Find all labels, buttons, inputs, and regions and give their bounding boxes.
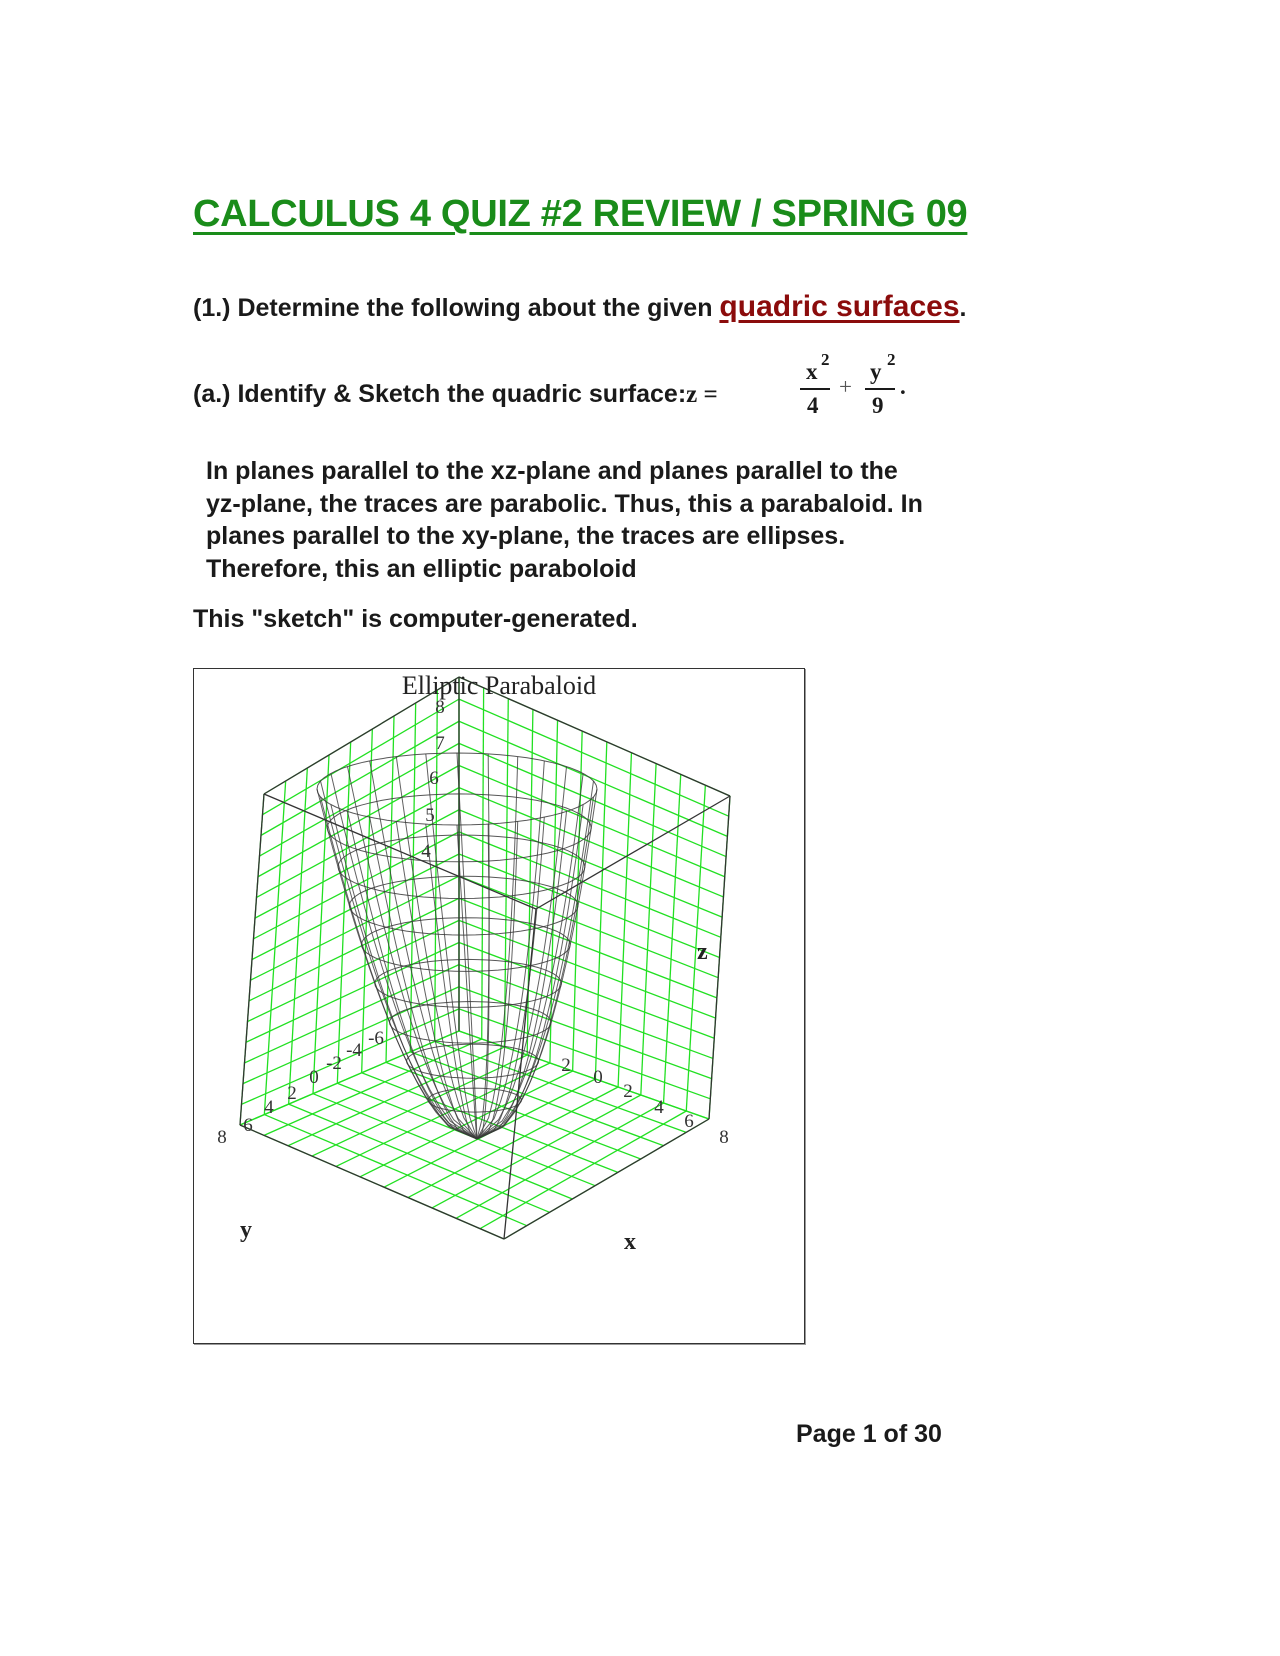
z-tick-label: 5 [425, 805, 435, 826]
y-tick-label: -4 [346, 1040, 362, 1061]
grid-line [248, 920, 460, 1021]
term1-exponent: 2 [821, 350, 830, 369]
box-edge [240, 1125, 504, 1239]
grid-line [459, 920, 716, 1018]
z-tick-label: 6 [429, 768, 439, 789]
grid-line [459, 987, 712, 1079]
paraboloid-figure [193, 668, 805, 1344]
y-tick-label: 2 [287, 1083, 297, 1104]
question-1-prefix: (1.) Determine the following about the given [193, 294, 720, 322]
term2-numerator: y [870, 359, 882, 384]
sketch-note: This "sketch" is computer-generated. [193, 605, 638, 633]
z-axis-label: z [697, 939, 708, 965]
grid-line [459, 854, 720, 958]
grid-line [459, 898, 717, 998]
y-tick-label: 6 [243, 1115, 253, 1136]
x-tick-label: 0 [593, 1067, 603, 1088]
term1-fraction-bar [800, 388, 830, 390]
page-number: Page 1 of 30 [796, 1420, 942, 1448]
y-tick-label: -6 [368, 1028, 384, 1049]
y-axis-label: y [240, 1217, 252, 1243]
answer-line: planes parallel to the xy-plane, the traces are ellipses. [206, 522, 846, 550]
x-tick-label: 2 [561, 1055, 571, 1076]
term2-exponent: 2 [887, 350, 896, 369]
grid-line [260, 743, 460, 856]
answer-line: yz-plane, the traces are parabolic. Thus, this a parabaloid. In [206, 489, 923, 518]
equation-period: . [900, 374, 906, 399]
grid-line [459, 832, 721, 937]
grid-line [252, 854, 459, 960]
x-tick-label: 6 [684, 1111, 694, 1132]
quadric-surfaces-link[interactable]: quadric surfaces [719, 290, 960, 323]
y-tick-label: 4 [264, 1097, 274, 1118]
x-axis-label: x [624, 1229, 636, 1255]
box-edge [709, 796, 730, 1119]
part-a-text: (a.) Identify & Sketch the quadric surface: [193, 380, 687, 408]
paraboloid-plot [194, 669, 804, 1343]
y-tick-label: -2 [326, 1053, 342, 1074]
grid-line [459, 721, 727, 836]
y-tick-label: 8 [217, 1127, 227, 1148]
grid-line [313, 1094, 572, 1199]
plus-sign: + [839, 374, 852, 399]
term2-fraction-bar [865, 388, 895, 390]
grid-line [459, 788, 723, 897]
grid-line [459, 699, 729, 816]
z-tick-label: 7 [435, 733, 445, 754]
question-1-suffix: . [959, 294, 967, 322]
surface-trace-parabola [457, 753, 477, 1139]
grid-back-walls [240, 677, 730, 1239]
answer-paragraph [206, 455, 1086, 585]
z-tick-label: 8 [435, 697, 445, 718]
grid-line [459, 943, 714, 1039]
x-tick-label: 8 [719, 1127, 729, 1148]
grid-line [360, 1071, 573, 1177]
grid-line [263, 699, 460, 815]
box-edge [504, 1119, 709, 1239]
grid-line [289, 1104, 550, 1212]
grid-line [459, 876, 718, 978]
grid-right-wall [459, 677, 730, 1119]
question-1 [193, 290, 966, 324]
answer-line: Therefore, this an elliptic paraboloid [206, 554, 637, 583]
surface-trace-parabola [331, 773, 477, 1139]
term1-numerator: x [806, 359, 818, 384]
grid-line [459, 743, 726, 856]
z-tick-label: 4 [421, 841, 431, 862]
surface-trace-parabola [477, 773, 583, 1139]
equation-fractions [790, 345, 930, 425]
answer-line: In planes parallel to the xz-plane and planes parallel to the [206, 457, 898, 485]
term2-denominator: 9 [872, 393, 884, 418]
term1-denominator: 4 [807, 393, 819, 418]
y-tick-label: 0 [309, 1067, 319, 1088]
figure-title: Elliptic Parabaloid [401, 671, 597, 700]
equation-lhs: z = [686, 381, 718, 408]
part-a-prompt [193, 380, 718, 409]
x-tick-label: 4 [654, 1097, 664, 1118]
page-title: CALCULUS 4 QUIZ #2 REVIEW / SPRING 09 [193, 193, 968, 235]
grid-line [312, 1055, 527, 1156]
x-tick-label: 2 [623, 1081, 633, 1102]
